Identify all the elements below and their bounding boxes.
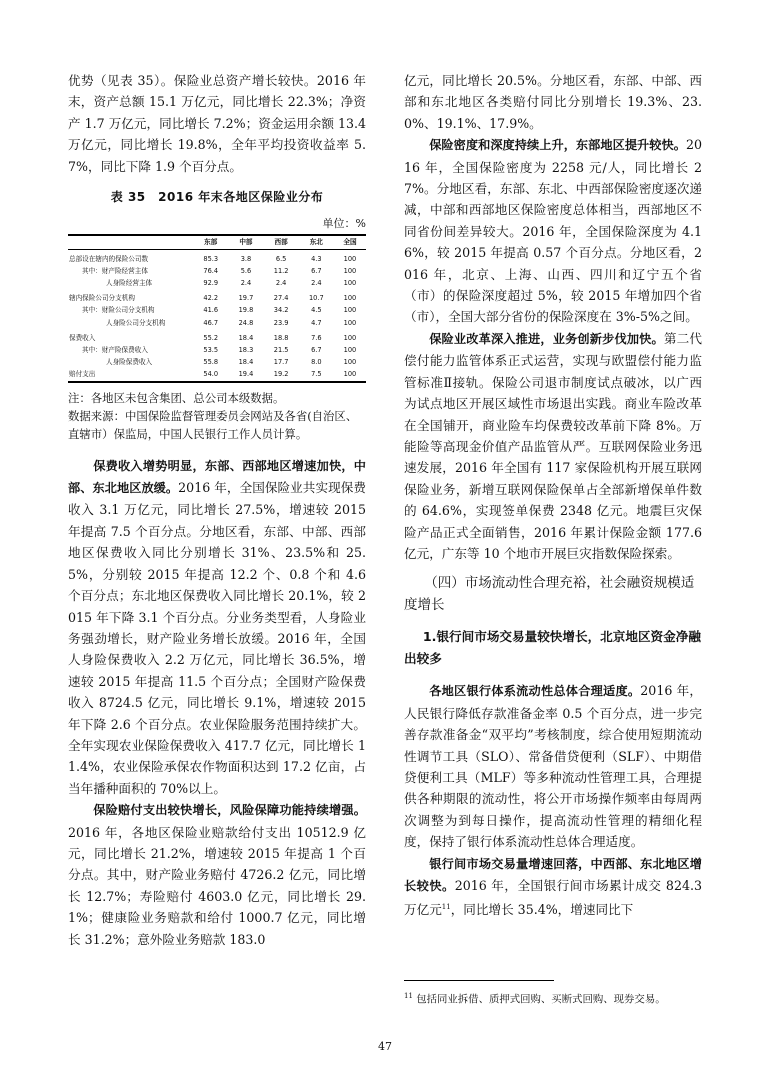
claims-continued-paragraph: 亿元，同比增长 20.5%。分地区看，东部、中部、西部和东北地区各类赔付同比分别增长 19.3%、23.0%、19.1%、17.9%。 xyxy=(404,73,702,131)
cell: 100 xyxy=(343,318,357,327)
cell: 100 xyxy=(343,294,357,303)
footnote-ref: 11 xyxy=(441,903,451,912)
density-lead: 保险密度和深度持续上升，东部地区提升较快。 xyxy=(429,138,686,153)
table-row xyxy=(68,317,366,329)
cell: 100 xyxy=(343,254,357,263)
row-label: 其中：财产险经营主体 xyxy=(82,266,148,275)
row-label: 其中：财险公司分支机构 xyxy=(82,306,155,315)
table-source: 数据来源：中国保险监督管理委员会网站及各省(自治区、直辖市）保监局，中国人民银行工作人员计算。 xyxy=(68,408,358,441)
premium-lead: 保费收入增势明显，东部、西部地区增速加快，中部、东北地区放缓。 xyxy=(68,458,366,496)
interbank-lead: 银行间市场交易量增速回落，中西部、东北地区增长较快。 xyxy=(404,856,702,893)
footnote-mark: 11 xyxy=(404,992,413,1000)
reform-paragraph xyxy=(404,328,702,564)
cell: 100 xyxy=(334,368,366,381)
reform-text: 第二代偿付能力监管体系正式运营，实现与欧盟偿付能力监管标准Ⅱ接轨。保险公司退市制度试点破冰，以广西为试点地区开展区域性市场退出实践。商业车险改革在全国铺开，商业险车均保费较改革前下降 8%。万能险等高现金价值产品监管从严。互联网保险业务迅速发展，2016 年全国有 117 家保险机构开展互联网保险业务，新增互联网保险保单占全部新增保单件数的 64.6%，实现签单保费 2348 亿元。地震巨灾保险产品正式全面销售，2016 年累计保险金额 177.6 亿元，广东等 10 个地市开展巨灾指数保险探索。 xyxy=(404,330,703,561)
cell: 18.8 xyxy=(273,333,289,342)
cell: 19.8 xyxy=(238,306,254,315)
cell: 100 xyxy=(343,279,357,288)
liquidity-paragraph xyxy=(404,680,702,852)
interbank-text-b: ，同比增长 35.4%，增速同比下 xyxy=(450,902,634,918)
cell: 19.7 xyxy=(238,294,254,303)
cell: 100 xyxy=(343,306,357,315)
cell: 100 xyxy=(343,346,357,355)
premium-text: 2016 年，全国保险业共实现保费收入 3.1 万亿元，同比增长 27.5%，增速较 2015 年提高 7.5 个百分点。分地区看，东部、中部、西部地区保费收入同比分别增长 31%、23.5%和 25.5%，分别较 2015 年提高 12.2 个、0.8 个和 4.6 个百分点；东北地区保费收入同比增长 20.1%，较 2015 年下降 3.1 个百分点。分业务类型看，人身险业务强劲增长，财产险业务增长放缓。2016 年，全国人身险保费收入 2.2 万亿元，同比增长 36.5%，增速较 2015 年提高 11.5 个百分点；全国财产险保费收入 8724.5 亿元，同比增长 9.1%，增速较 2015 年下降 2.6 个百分点。农业保险服务范围持续扩大。全年实现农业保险保费收入 417.7 亿元，同比增长 11.4%，农业保险承保农作物面积达到 17.2 亿亩，占当年播种面积的 70%以上。 xyxy=(68,480,366,796)
interbank-paragraph xyxy=(404,853,702,921)
table-unit: 单位：% xyxy=(322,217,366,231)
cell: 53.5 xyxy=(203,346,219,355)
reform-lead: 保险业改革深入推进，业务创新步伐加快。 xyxy=(429,331,664,346)
footnote xyxy=(404,988,714,1007)
cell: 34.2 xyxy=(273,306,289,315)
cell: 100 xyxy=(343,266,357,275)
row-label: 人身险保费收入 xyxy=(106,358,153,367)
row-label: 其中：财产险保费收入 xyxy=(82,346,148,355)
cell: 23.9 xyxy=(273,318,289,327)
left-column xyxy=(68,70,366,950)
table-row xyxy=(68,249,366,265)
liquidity-lead: 各地区银行体系流动性总体合理适度。 xyxy=(429,684,641,699)
cell: 18.4 xyxy=(238,333,254,342)
cell: 4.7 xyxy=(311,318,322,327)
cell: 5.6 xyxy=(240,266,252,275)
table-header-cell: 东部 xyxy=(193,235,228,249)
row-label: 人身险经营主体 xyxy=(106,279,153,288)
table-header-cell: 全国 xyxy=(334,235,366,249)
cell: 2.4 xyxy=(275,279,287,288)
cell: 24.8 xyxy=(238,318,254,327)
cell: 8.0 xyxy=(311,358,322,367)
table-row xyxy=(68,277,366,289)
cell: 7.5 xyxy=(299,368,334,381)
cell: 2.4 xyxy=(311,279,322,288)
row-label: 总部设在辖内的保险公司数 xyxy=(69,254,149,263)
table-notes xyxy=(68,389,366,443)
intro-paragraph: 优势（见表 35）。保险业总资产增长较快。2016 年末，资产总额 15.1 万亿元，同比增长 22.3%；净资产 1.7 万亿元，同比增长 7.2%；资金运用余额 13.4 万亿元，同比增长 19.8%，全年平均投资收益率 5.7%，同比下降 1.9 个百分点。 xyxy=(68,73,366,174)
table-row xyxy=(68,356,366,368)
table-row xyxy=(68,329,366,344)
cell: 3.8 xyxy=(240,254,252,263)
table-header-cell: 东北 xyxy=(299,235,334,249)
cell: 55.8 xyxy=(203,358,219,367)
footnote-rule xyxy=(404,980,554,981)
cell: 54.0 xyxy=(193,368,228,381)
liquidity-text: 2016 年，人民银行降低存款准备金率 0.5 个百分点，进一步完善存款准备金“双平均”考核制度，综合使用短期流动性调节工具（SLO）、常备借贷便利（SLF）、中期借贷便利工具（MLF）等多种流动性管理工具，合理提供各种期限的流动性，将公开市场操作频率由每周两次调整为到每日操作，提高流动性管理的精细化程度，保持了银行体系流动性总体合理适度。 xyxy=(404,683,702,850)
cell: 92.9 xyxy=(203,279,219,288)
right-column xyxy=(404,70,702,921)
cell: 7.6 xyxy=(311,333,322,342)
table-row xyxy=(68,265,366,277)
table-row xyxy=(68,368,366,381)
table-note: 注：各地区未包含集团、总公司本级数据。 xyxy=(68,390,285,405)
cell: 100 xyxy=(343,358,357,367)
table-header-cell: 中部 xyxy=(228,235,263,249)
cell: 18.3 xyxy=(238,346,254,355)
cell: 41.6 xyxy=(203,306,219,315)
cell: 4.5 xyxy=(311,306,322,315)
cell: 6.5 xyxy=(275,254,287,263)
row-label: 辖内保险公司分支机构 xyxy=(69,294,135,303)
interbank-text-a: 2016 年，全国银行间市场累计成交 824.3 万亿元 xyxy=(404,878,702,918)
sub-heading: 1.银行间市场交易量较快增长，北京地区资金净融出较多 xyxy=(404,629,701,667)
insurance-distribution-table xyxy=(68,234,366,382)
cell: 10.7 xyxy=(308,294,324,303)
section-heading: （四）市场流动性合理充裕，社会融资规模适度增长 xyxy=(404,575,695,614)
cell: 42.2 xyxy=(203,294,219,303)
cell: 18.4 xyxy=(238,358,254,367)
cell: 46.7 xyxy=(203,318,219,327)
table-header-cell: 西部 xyxy=(264,235,299,249)
cell: 55.2 xyxy=(203,333,219,342)
table-header-row xyxy=(68,235,366,249)
cell: 19.4 xyxy=(228,368,263,381)
cell: 4.3 xyxy=(311,254,322,263)
cell: 21.5 xyxy=(273,346,289,355)
cell: 2.4 xyxy=(240,279,252,288)
premium-paragraph xyxy=(68,455,366,800)
cell: 100 xyxy=(343,333,357,342)
table-row xyxy=(68,304,366,316)
cell: 85.3 xyxy=(203,254,219,263)
footnote-text: 包括同业拆借、质押式回购、买断式回购、现券交易。 xyxy=(416,993,666,1006)
table-row xyxy=(68,289,366,304)
cell: 27.4 xyxy=(273,294,289,303)
cell: 11.2 xyxy=(273,266,289,275)
page-number: 47 xyxy=(378,1040,392,1053)
density-paragraph xyxy=(404,134,702,328)
row-label: 保费收入 xyxy=(69,333,96,342)
table-caption: 表 35 2016 年末各地区保险业分布 xyxy=(110,190,324,205)
cell: 6.7 xyxy=(311,346,322,355)
claims-paragraph xyxy=(68,799,366,950)
cell: 19.2 xyxy=(264,368,299,381)
table-row xyxy=(68,344,366,356)
cell: 17.7 xyxy=(273,358,289,367)
row-label: 赔付支出 xyxy=(68,368,193,381)
cell: 6.7 xyxy=(311,266,322,275)
table-header-cell xyxy=(68,235,193,249)
claims-lead: 保险赔付支出较快增长，风险保障功能持续增强。 xyxy=(93,803,366,818)
density-text: 2016 年，全国保险密度为 2258 元/人，同比增长 27%。分地区看，东部、东北、中西部保险密度逐次递减，中部和西部地区保险密度总体相当，西部地区不同省份间差异较大。2016 年，全国保险深度为 4.16%，较 2015 年提高 0.57 个百分点。分地区看，2016 年，北京、上海、山西、四川和辽宁五个省（市）的保险深度超过 5%，较 2015 年增加四个省（市），全国大部分省份的保险深度在 3%-5%之间。 xyxy=(404,137,702,325)
row-label: 人身险公司分支机构 xyxy=(106,318,166,327)
claims-text: 2016 年，各地区保险业赔款给付支出 10512.9 亿元，同比增长 21.2%，增速较 2015 年提高 1 个百分点。其中，财产险业务赔付 4726.2 亿元，同比增长 12.7%；寿险赔付 4603.0 亿元，同比增长 29.1%；健康险业务赔款和给付 1000.7 亿元，同比增长 31.2%；意外险业务赔款 183.0 xyxy=(68,824,366,947)
cell: 76.4 xyxy=(203,266,219,275)
